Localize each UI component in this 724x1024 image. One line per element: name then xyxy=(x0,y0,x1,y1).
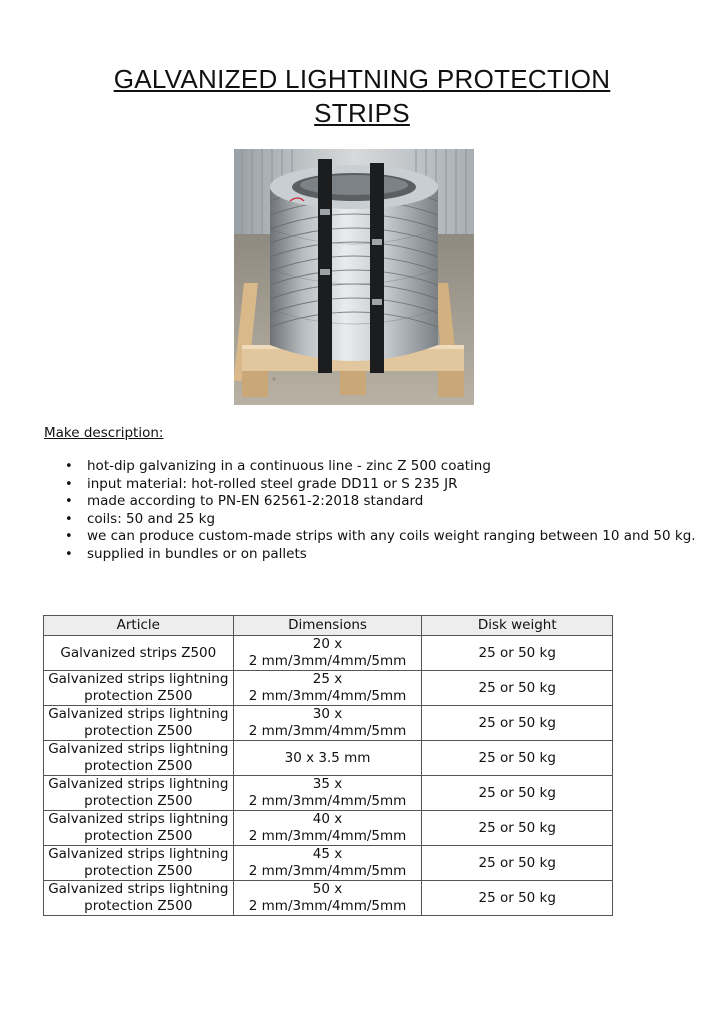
disk-weight-cell: 25 or 50 kg xyxy=(422,881,613,916)
dimensions-line: 25 x xyxy=(312,671,343,687)
table-row xyxy=(44,811,613,846)
dimensions-cell xyxy=(233,881,422,916)
table-row xyxy=(44,671,613,706)
make-description-label: Make description: xyxy=(44,425,164,441)
dimensions-line: 30 x 3.5 mm xyxy=(284,749,371,766)
dimensions-line: 20 x xyxy=(312,636,343,652)
dimensions-cell xyxy=(233,776,422,811)
dimensions-cell xyxy=(233,811,422,846)
product-spec-table xyxy=(43,615,613,916)
table-row xyxy=(44,776,613,811)
title-line-1: GALVANIZED LIGHTNING PROTECTION xyxy=(113,64,611,94)
list-item: • hot-dip galvanizing in a continuous line - zinc Z 500 coating xyxy=(87,458,707,476)
galvanized-strip-coils-on-pallet-photo xyxy=(234,149,474,405)
article-line: protection Z500 xyxy=(84,688,193,704)
article-cell xyxy=(44,811,234,846)
dimensions-line: 40 x xyxy=(312,811,343,827)
article-line: Galvanized strips Z500 xyxy=(60,644,217,661)
column-header-disk-weight: Disk weight xyxy=(422,616,613,636)
article-cell xyxy=(44,706,234,741)
dimensions-line: 2 mm/3mm/4mm/5mm xyxy=(248,688,407,704)
article-line: protection Z500 xyxy=(84,758,193,774)
dimensions-cell xyxy=(233,706,422,741)
article-cell xyxy=(44,741,234,776)
table-row xyxy=(44,636,613,671)
dimensions-cell xyxy=(233,671,422,706)
table-row xyxy=(44,846,613,881)
table-row xyxy=(44,741,613,776)
article-line: Galvanized strips lightning xyxy=(48,881,229,897)
article-line: protection Z500 xyxy=(84,828,193,844)
disk-weight-cell: 25 or 50 kg xyxy=(422,741,613,776)
list-item: • we can produce custom-made strips with any coils weight ranging between 10 and 50 kg. xyxy=(87,528,707,546)
article-cell xyxy=(44,671,234,706)
article-line: protection Z500 xyxy=(84,723,193,739)
table-row xyxy=(44,881,613,916)
article-cell xyxy=(44,776,234,811)
disk-weight-cell: 25 or 50 kg xyxy=(422,776,613,811)
article-line: Galvanized strips lightning xyxy=(48,846,229,862)
disk-weight-cell: 25 or 50 kg xyxy=(422,636,613,671)
disk-weight-cell: 25 or 50 kg xyxy=(422,811,613,846)
dimensions-line: 35 x xyxy=(312,776,343,792)
description-list xyxy=(44,458,707,563)
disk-weight-cell: 25 or 50 kg xyxy=(422,846,613,881)
dimensions-line: 30 x xyxy=(312,706,343,722)
table-header-row xyxy=(44,616,613,636)
dimensions-cell xyxy=(233,636,422,671)
disk-weight-cell: 25 or 50 kg xyxy=(422,671,613,706)
list-item: • coils: 50 and 25 kg xyxy=(87,511,707,529)
article-line: protection Z500 xyxy=(84,793,193,809)
page-title xyxy=(0,62,724,130)
article-cell xyxy=(44,881,234,916)
dimensions-line: 45 x xyxy=(312,846,343,862)
column-header-article: Article xyxy=(44,616,234,636)
list-item: • supplied in bundles or on pallets xyxy=(87,546,707,564)
column-header-dimensions: Dimensions xyxy=(233,616,422,636)
article-cell xyxy=(44,846,234,881)
table-row xyxy=(44,706,613,741)
list-item: • input material: hot-rolled steel grade DD11 or S 235 JR xyxy=(87,476,707,494)
dimensions-line: 50 x xyxy=(312,881,343,897)
list-item: • made according to PN-EN 62561-2:2018 standard xyxy=(87,493,707,511)
article-line: Galvanized strips lightning xyxy=(48,811,229,827)
dimensions-line: 2 mm/3mm/4mm/5mm xyxy=(248,863,407,879)
dimensions-line: 2 mm/3mm/4mm/5mm xyxy=(248,898,407,914)
dimensions-cell xyxy=(233,846,422,881)
title-line-2: STRIPS xyxy=(314,98,410,128)
article-line: Galvanized strips lightning xyxy=(48,706,229,722)
dimensions-line: 2 mm/3mm/4mm/5mm xyxy=(248,723,407,739)
article-line: Galvanized strips lightning xyxy=(48,741,229,757)
disk-weight-cell: 25 or 50 kg xyxy=(422,706,613,741)
article-line: protection Z500 xyxy=(84,863,193,879)
article-line: Galvanized strips lightning xyxy=(48,671,229,687)
dimensions-line: 2 mm/3mm/4mm/5mm xyxy=(248,653,407,669)
article-line: Galvanized strips lightning xyxy=(48,776,229,792)
article-line: protection Z500 xyxy=(84,898,193,914)
article-cell xyxy=(44,636,234,671)
dimensions-line: 2 mm/3mm/4mm/5mm xyxy=(248,828,407,844)
dimensions-line: 2 mm/3mm/4mm/5mm xyxy=(248,793,407,809)
dimensions-cell xyxy=(233,741,422,776)
